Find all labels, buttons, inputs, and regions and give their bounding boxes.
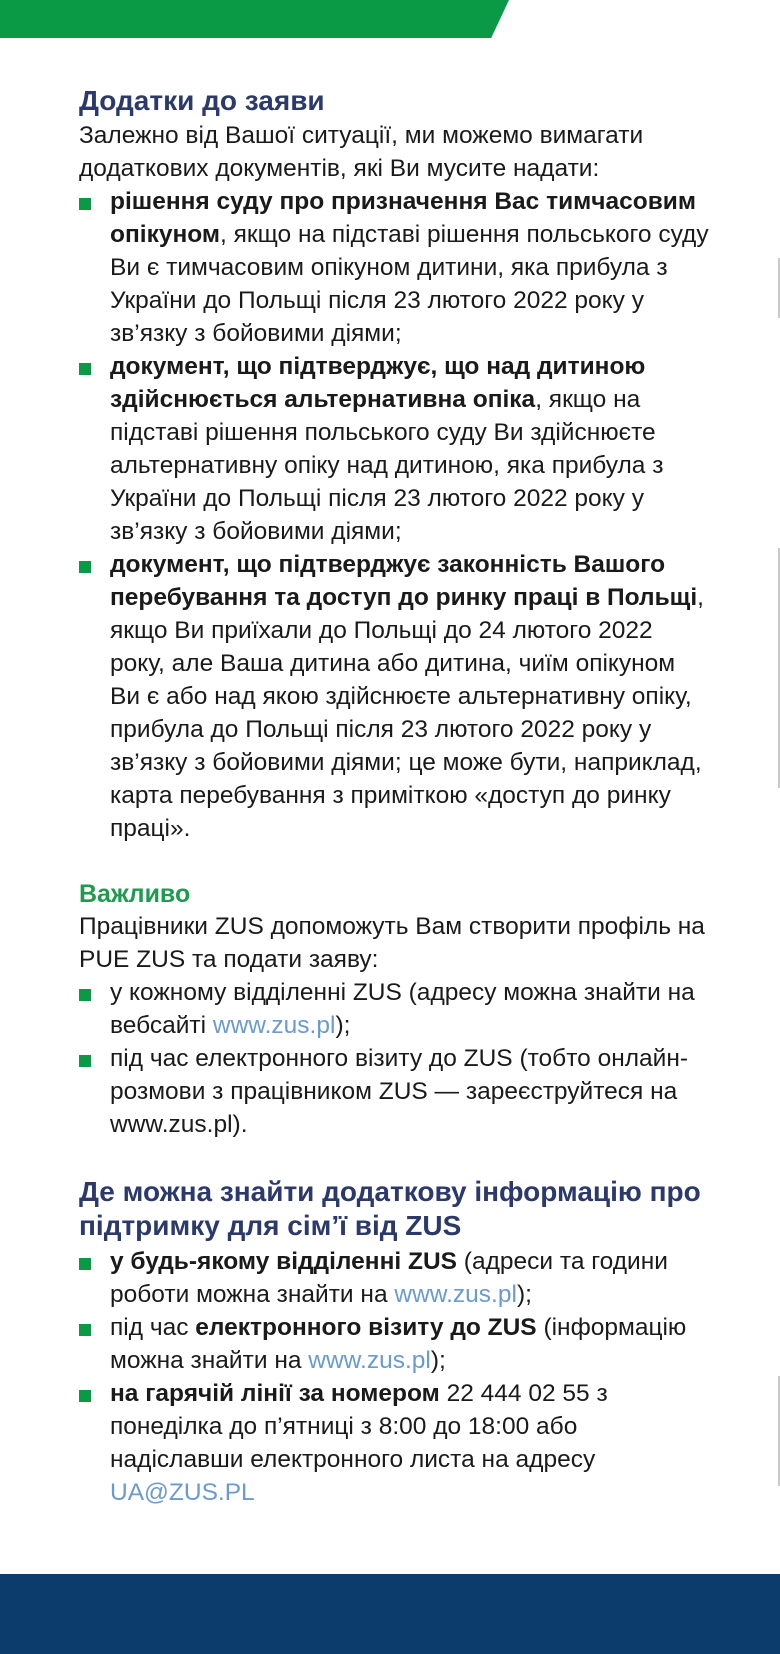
item-text: , якщо Ви приїхали до Польщі до 24 лютого 2022 року, але Ваша дитина або дитина, чиїм опікуном Ви є або над якою здійснюєте альтернативну опіку, прибула до Польщі після 23 лютого 2022 року у зв’язку з бойовими діями; це може бути, наприклад, карта перебування з приміткою «доступ до ринку праці». [110,584,704,842]
item-text: у кожному відділенні ZUS (адресу можна знайти на вебсайті [110,979,695,1039]
item-text-tail: ); [335,1012,351,1039]
item-bold-text: рішення суду про призначення Вас тимчасовим опікуном [110,188,696,248]
list-item [79,1311,709,1377]
document-body [79,84,709,1509]
more-info-list [79,1245,709,1509]
bullet-square-icon [79,1324,91,1336]
item-text-tail: ); [430,1347,446,1374]
list-item [79,350,709,548]
list-item [79,1377,709,1509]
section-title-more-info: Де можна знайти додаткову інформацію про підтримку для сім’ї від ZUS [79,1176,701,1241]
item-bold-text: електронного візиту до ZUS [195,1314,537,1341]
item-text-prefix: під час [110,1314,196,1341]
item-text: (інформацію можна знайти на [110,1314,687,1374]
item-text: під час електронного візиту до ZUS (тобто онлайн-розмови з працівником ZUS — зареєструйтеся на www.zus.pl). [110,1045,689,1138]
section-title-important: Важливо [79,880,191,908]
bullet-square-icon [79,1055,91,1067]
section-title-attachments: Додатки до заяви [79,85,325,116]
bullet-square-icon [79,561,91,573]
list-item [79,1042,709,1141]
email-link[interactable]: UA@ZUS.PL [110,1479,255,1506]
zus-website-link[interactable]: www.zus.pl [212,1012,336,1039]
item-bold-text: у будь-якому відділенні ZUS [110,1248,457,1275]
item-bold-text: на гарячій лінії за номером [110,1380,440,1407]
item-text: (адреси та години роботи можна знайти на [110,1248,668,1308]
bullet-square-icon [79,198,91,210]
attachments-list [79,185,709,845]
zus-website-link[interactable]: www.zus.pl [394,1281,517,1308]
attachments-intro: Залежно від Вашої ситуації, ми можемо вимагати додаткових документів, які Ви мусите надати: [79,122,644,182]
item-text-tail: ); [516,1281,532,1308]
bullet-square-icon [79,989,91,1001]
section-more-info [79,1175,709,1509]
item-bold-text: документ, що підтверджує законність Вашого перебування та доступ до ринку праці в Польщі [110,551,698,611]
bullet-square-icon [79,363,91,375]
bullet-square-icon [79,1390,91,1402]
item-text: , якщо на підставі рішення польського суду Ви є тимчасовим опікуном дитини, яка прибула з України до Польщі після 23 лютого 2022 року у зв’язку з бойовими діями; [110,221,709,347]
item-text: , якщо на підставі рішення польського суду Ви здійснюєте альтернативну опіку над дитиною, яка прибула з України до Польщі після 23 лютого 2022 року у зв’язку з бойовими діями; [110,386,664,545]
important-intro: Працівники ZUS допоможуть Вам створити профіль на PUE ZUS та подати заяву: [79,913,705,973]
bottom-blue-band [0,1574,780,1654]
section-attachments [79,84,709,845]
top-green-band [0,0,509,38]
list-item [79,1245,709,1311]
list-item [79,548,709,845]
item-bold-text: документ, що підтверджує, що над дитиною здійснюється альтернативна опіка [110,353,646,413]
zus-website-link[interactable]: www.zus.pl [308,1347,431,1374]
section-important [79,878,709,1141]
important-list [79,976,709,1141]
list-item [79,976,709,1042]
item-text: 22 444 02 55 з понеділка до п’ятниці з 8:00 до 18:00 або надіславши електронного листа на адресу [110,1380,608,1473]
list-item [79,185,709,350]
bullet-square-icon [79,1258,91,1270]
